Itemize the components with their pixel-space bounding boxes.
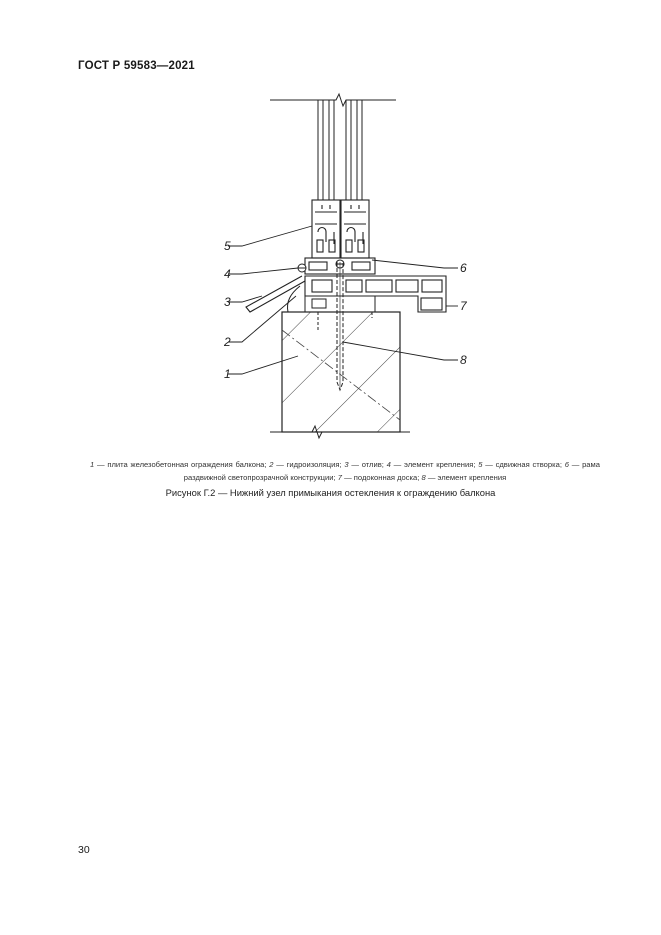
concrete-slab (282, 312, 400, 432)
figure-caption: Рисунок Г.2 — Нижний узел примыкания остекления к ограждению балкона (165, 487, 496, 498)
callout-6: 6 (460, 261, 467, 275)
legend-num: 5 (478, 460, 483, 469)
drip-flashing (246, 276, 305, 312)
legend-num: 2 (269, 460, 274, 469)
legend-num: 3 (344, 460, 349, 469)
legend-num: 1 (90, 460, 95, 469)
top-break-line (270, 94, 396, 106)
legend-text: гидроизоляция; (286, 460, 345, 469)
callout-7: 7 (460, 299, 467, 313)
legend-text: подоконная доска; (353, 473, 422, 482)
legend-num: 8 (421, 473, 426, 482)
legend-text: элемент крепления (437, 473, 507, 482)
legend-text: сдвижная створка; (495, 460, 565, 469)
document-standard-number: ГОСТ Р 59583—2021 (78, 60, 195, 72)
callout-5: 5 (224, 239, 231, 253)
callout-8: 8 (460, 353, 467, 367)
legend-text: отлив; (361, 460, 387, 469)
sliding-sash-profiles (312, 200, 369, 258)
callout-1: 1 (224, 367, 231, 381)
fastening-element-small (298, 264, 306, 272)
callout-3: 3 (224, 295, 231, 309)
figure-legend: 1 — плита железобетонная ограждения балкона; 2 — гидроизоляция; 3 — отлив; 4 — элемент крепления; 5 — сдвижная створка; 6 — рама раздвижной светопрозрачной конструкции; 7 — подоконная доска; 8 — элемент крепления (90, 460, 600, 482)
legend-text: элемент крепления; (404, 460, 479, 469)
glass-panes (318, 100, 362, 200)
legend-text: рама раздвижной светопрозрачной конструкции; (183, 460, 600, 482)
page-number: 30 (78, 844, 90, 856)
legend-num: 6 (564, 460, 569, 469)
legend-text: плита железобетонная ограждения балкона; (107, 460, 270, 469)
callout-4: 4 (224, 267, 231, 281)
callout-2: 2 (224, 335, 231, 349)
legend-num: 4 (386, 460, 391, 469)
legend-num: 7 (337, 473, 342, 482)
